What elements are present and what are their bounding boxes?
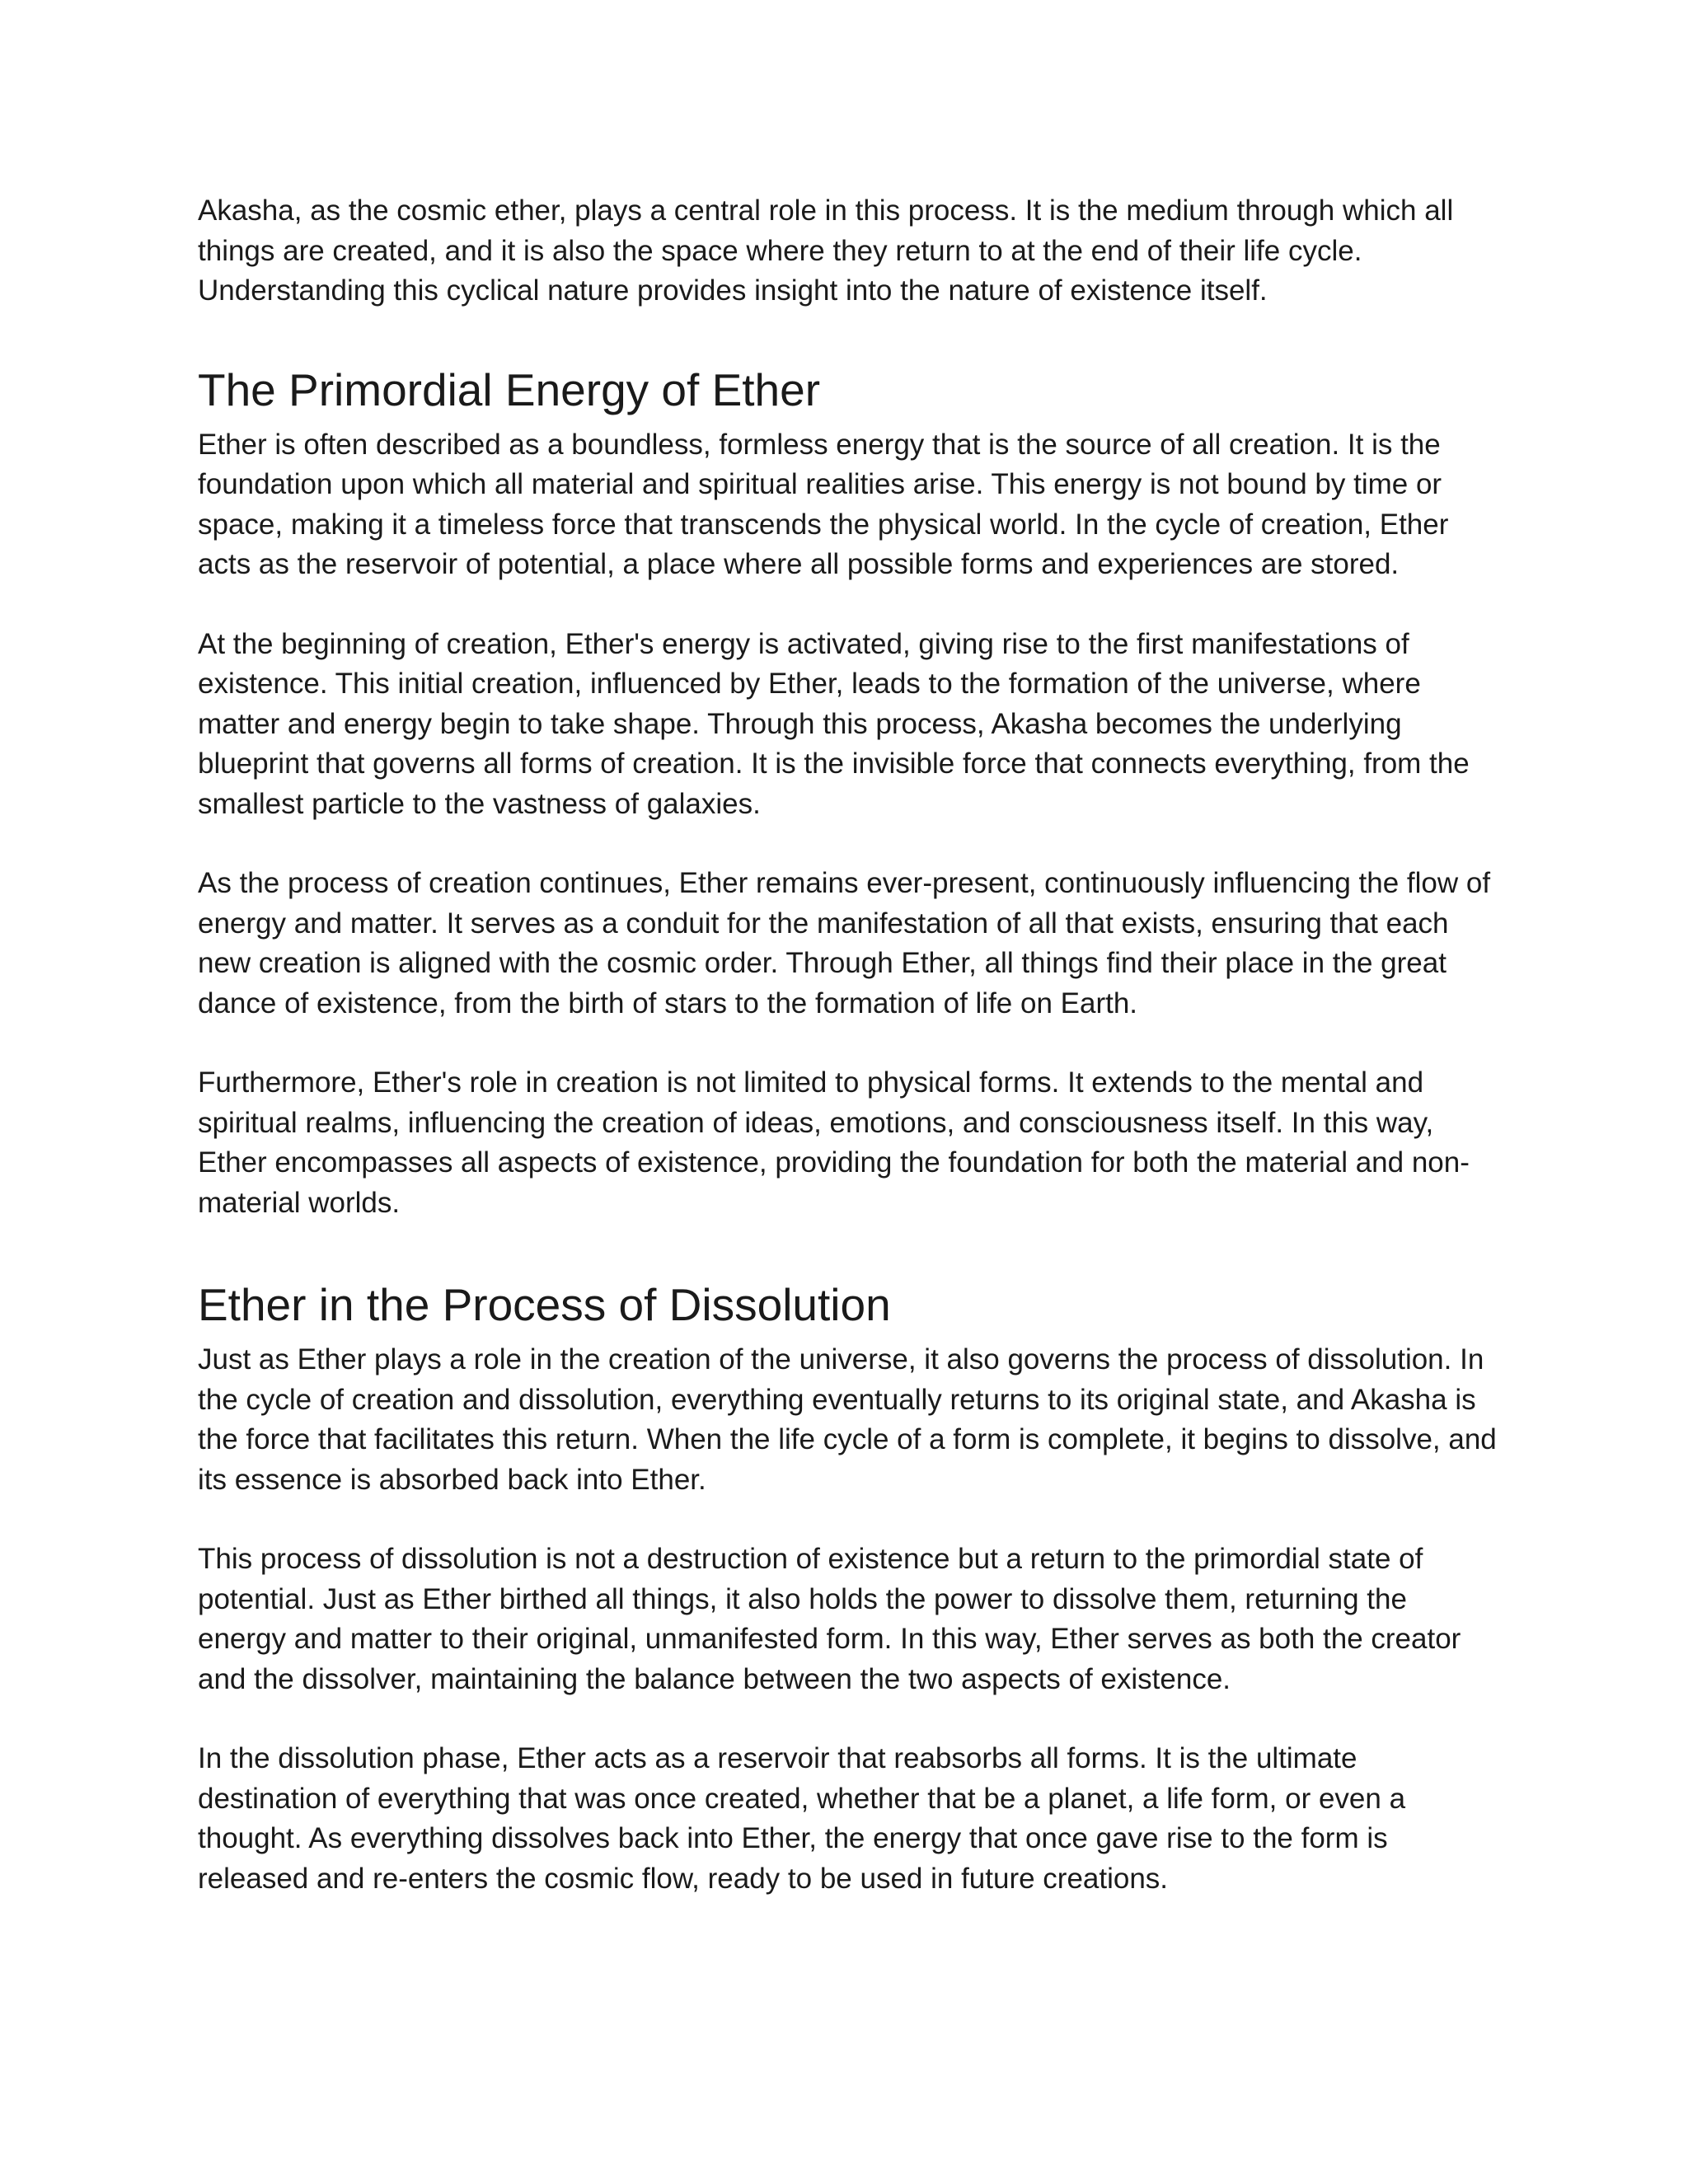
section-heading: Ether in the Process of Dissolution: [198, 1279, 891, 1330]
paragraph: As the process of creation continues, Ether remains ever-present, continuously influencing the flow of energy and matter. It serves as a conduit for the manifestation of all that exists, ensuring that each new creation is aligned with the cosmic order. Through Ether, all things find their place in the great dance of existence, from the birth of stars to the formation of life on Earth.: [198, 867, 1491, 1019]
paragraph: This process of dissolution is not a destruction of existence but a return to the primordial state of potential. Just as Ether birthed all things, it also holds the power to dissolve them, returning the energy and matter to their original, unmanifested form. In this way, Ether serves as both the creator and the dissolver, maintaining the balance between the two aspects of existence.: [198, 1543, 1461, 1695]
paragraph: Ether is often described as a boundless, formless energy that is the source of all creation. It is the foundation upon which all material and spiritual realities arise. This energy is not bound by time or space, making it a timeless force that transcends the physical world. In the cycle of creation, Ether acts as the reservoir of potential, a place where all possible forms and experiences are stored.: [198, 428, 1449, 580]
section-heading: The Primordial Energy of Ether: [198, 363, 821, 415]
paragraph: Just as Ether plays a role in the creation of the universe, it also governs the process of dissolution. In the cycle of creation and dissolution, everything eventually returns to its original state, and Akasha is the force that facilitates this return. When the life cycle of a form is complete, it begins to dissolve, and its essence is absorbed back into Ether.: [198, 1343, 1497, 1496]
section-primordial-energy: [198, 361, 1500, 1224]
section-dissolution: [198, 1276, 1500, 1899]
intro-paragraph: Akasha, as the cosmic ether, plays a central role in this process. It is the medium through which all things are created, and it is also the space where they return to at the end of their life cycle. Understanding this cyclical nature provides insight into the nature of existence itself.: [198, 194, 1454, 307]
paragraph: Furthermore, Ether's role in creation is not limited to physical forms. It extends to the mental and spiritual realms, influencing the creation of ideas, emotions, and consciousness itself. In this way, Ether encompasses all aspects of existence, providing the foundation for both the material and non-material worlds.: [198, 1066, 1470, 1219]
paragraph: At the beginning of creation, Ether's energy is activated, giving rise to the first manifestations of existence. This initial creation, influenced by Ether, leads to the formation of the universe, where matter and energy begin to take shape. Through this process, Akasha becomes the underlying blueprint that governs all forms of creation. It is the invisible force that connects everything, from the smallest particle to the vastness of galaxies.: [198, 627, 1470, 820]
document-page: [198, 191, 1500, 1899]
paragraph: In the dissolution phase, Ether acts as a reservoir that reabsorbs all forms. It is the ultimate destination of everything that was once created, whether that be a planet, a life form, or even a thought. As everything dissolves back into Ether, the energy that once gave rise to the form is released and re-enters the cosmic flow, ready to be used in future creations.: [198, 1742, 1406, 1895]
